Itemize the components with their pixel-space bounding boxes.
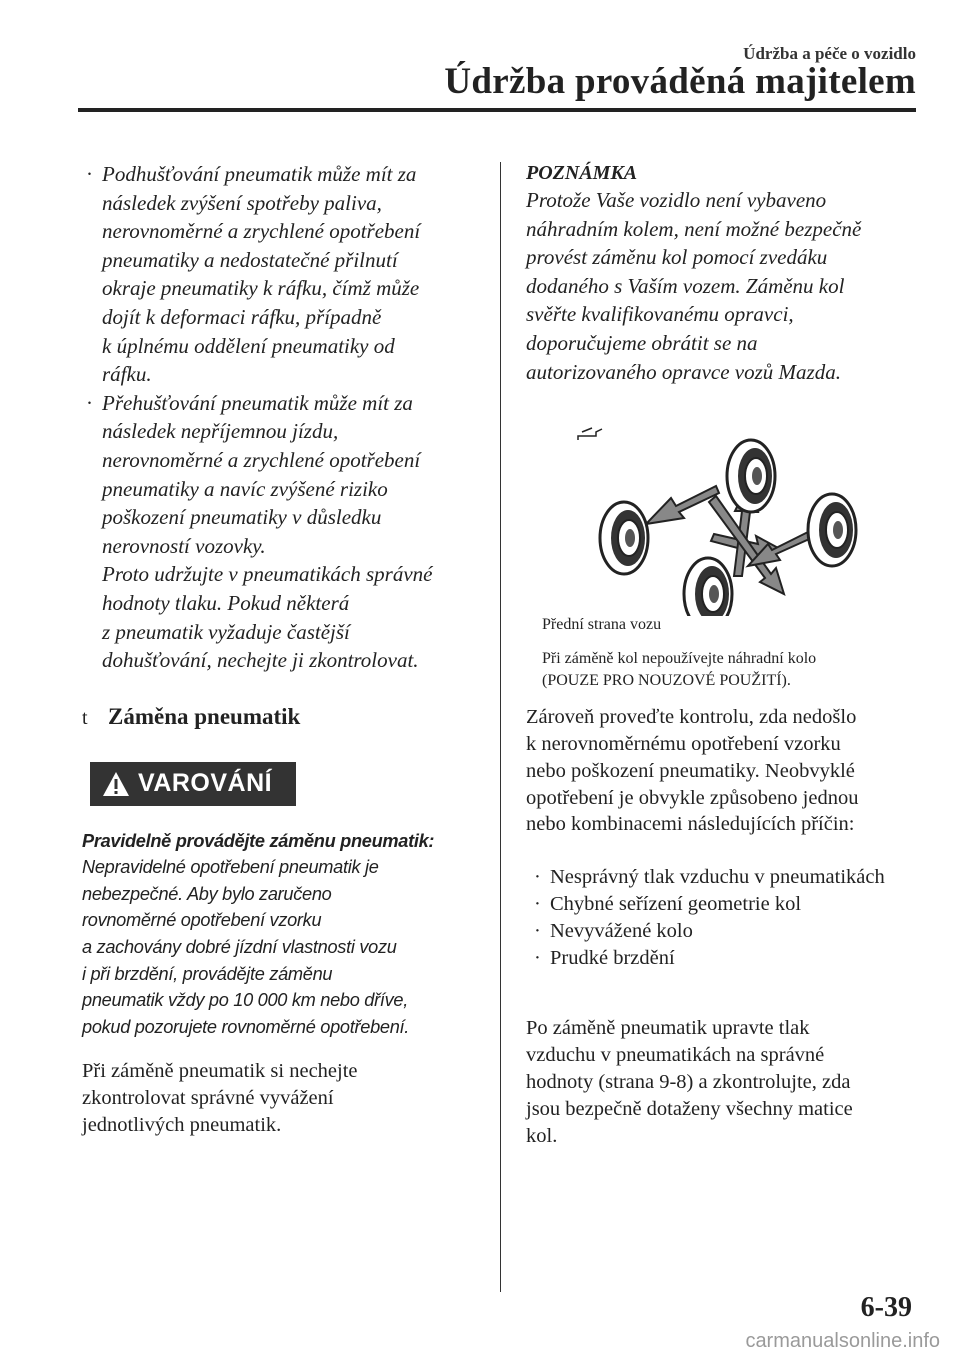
text-line: pokud pozorujete rovnoměrné opotřebení. [82, 1016, 410, 1037]
text-line: hodnoty tlaku. Pokud některá [102, 590, 350, 615]
text-line: pneumatiky a navíc zvýšené riziko [102, 476, 388, 501]
text-line: opotřebení je obvykle způsobeno jednou [526, 786, 859, 809]
text-line: zkontrolovat správné vyvážení [82, 1087, 334, 1110]
warning-bold-line: Pravidelně provádějte záměnu pneumatik: [82, 830, 435, 851]
text-line: vzduchu v pneumatikách na správné [526, 1044, 825, 1067]
text-line: (POUZE PRO NOUZOVÉ POUŽITÍ). [542, 672, 791, 690]
text-line: z pneumatik vyžaduje častější [102, 619, 350, 644]
text-line: Po záměně pneumatik upravte tlak [526, 1017, 810, 1040]
rotation-arrow [646, 486, 719, 524]
text-line: jednotlivých pneumatik. [82, 1114, 282, 1137]
header-rule [78, 108, 916, 112]
text-line: nebezpečné. Aby bylo zaručeno [82, 883, 332, 904]
section-header: Údržba a péče o vozidlo [743, 44, 916, 63]
text-line: Protože Vaše vozidlo není vybaveno [526, 188, 827, 212]
note-title: POZNÁMKA [526, 162, 638, 184]
text-line: Zároveň proveďte kontrolu, zda nedošlo [526, 706, 857, 729]
text-line: · Přehušťování pneumatik může mít za [102, 390, 413, 415]
text-line: nerovností vozovky. [102, 533, 266, 558]
column-divider [500, 162, 501, 1292]
text-line: pneumatik vždy po 10 000 km nebo dříve, [82, 990, 408, 1011]
text-line: rovnoměrné opotřebení vzorku [82, 910, 322, 931]
text-line: Při záměně kol nepoužívejte náhradní kolo [542, 650, 817, 668]
text-line: okraje pneumatiky k ráfku, čímž může [102, 276, 420, 301]
text-line: nebo poškození pneumatiky. Neobvyklé [526, 759, 855, 782]
text-line: svěřte kvalifikovanému opravci, [526, 302, 794, 327]
balancing-paragraph [82, 1058, 482, 1138]
bullet-overinflation [82, 389, 482, 675]
front-side-label: Přední strana vozu [542, 616, 662, 634]
text-line: hodnoty (strana 9-8) a zkontrolujte, zda [526, 1070, 851, 1093]
figure-caption [526, 648, 926, 692]
text-line: dojít k deformaci ráfku, případně [102, 304, 382, 329]
tire-icon [808, 494, 856, 566]
text-line: poškození pneumatiky v důsledku [102, 505, 382, 530]
text-line: autorizovaného opravce vozů Mazda. [526, 359, 841, 384]
text-line: i při brzdění, provádějte záměnu [82, 963, 333, 984]
right-column [526, 160, 926, 1149]
section-title: Záměna pneumatik [108, 703, 301, 729]
text-line: k úplnému oddělení pneumatiky od [102, 333, 395, 358]
text-line: · Podhušťování pneumatik může mít za [102, 162, 417, 186]
page-number: 6-39 [860, 1292, 912, 1323]
text-line: Proto udržujte v pneumatikách správné [102, 562, 433, 587]
text-line: kol. [526, 1124, 558, 1147]
list-item: · Nevyvážené kolo [532, 918, 926, 945]
text-line: provést záměnu kol pomocí zvedáku [526, 245, 828, 270]
text-line: následek zvýšení spotřeby paliva, [102, 190, 382, 215]
inspection-paragraph [526, 704, 926, 838]
text-line: ráfku. [102, 362, 152, 387]
text-line: a zachovány dobré jízdní vlastnosti vozu [82, 937, 397, 958]
section-marker: t [82, 706, 88, 729]
after-rotation-paragraph [526, 1015, 926, 1149]
text-line: Při záměně pneumatik si nechejte [82, 1060, 358, 1083]
causes-list [526, 864, 926, 971]
text-line: jsou bezpečně dotaženy všechny matice [526, 1097, 853, 1120]
bullet-underinflation [82, 160, 482, 389]
warning-triangle-icon [102, 771, 130, 797]
text-line: pneumatiky a nedostatečné přilnutí [102, 247, 398, 272]
warning-banner [90, 762, 296, 806]
text-line: nerovnoměrné a zrychlené opotřebení [102, 219, 421, 244]
text-line: doporučujeme obrátit se na [526, 330, 758, 355]
tire-icon [600, 502, 648, 574]
watermark: carmanualsonline.info [745, 1330, 940, 1352]
warning-text [82, 828, 482, 1041]
text-line: nerovnoměrné a zrychlené opotřebení [102, 447, 421, 472]
tire-icon [684, 558, 732, 616]
text-line: nebo kombinacemi následujících příčin: [526, 813, 855, 836]
text-line: k nerovnoměrnému opotřebení vzorku [526, 732, 841, 755]
list-item: · Nesprávný tlak vzduchu v pneumatikách [532, 864, 926, 891]
list-item: · Prudké brzdění [532, 945, 926, 972]
page-title: Údržba prováděná majitelem [444, 61, 916, 102]
front-direction-icon [576, 426, 604, 442]
section-heading [82, 703, 482, 732]
text-line: následek nepříjemnou jízdu, [102, 419, 339, 444]
text-line: dohušťování, nechejte ji zkontrolovat. [102, 648, 419, 673]
tire-icon [727, 440, 775, 512]
list-item: · Chybné seřízení geometrie kol [532, 891, 926, 918]
warning-label: VAROVÁNÍ [138, 769, 273, 798]
tire-rotation-figure [526, 426, 926, 636]
text-line: dodaného s Vaším vozem. Záměnu kol [526, 273, 845, 298]
tire-rotation-diagram [576, 426, 906, 616]
text-line: náhradním kolem, není možné bezpečně [526, 216, 862, 241]
note-text [526, 186, 926, 386]
left-column [82, 160, 482, 1139]
text-line: Nepravidelné opotřebení pneumatik je [82, 857, 379, 878]
